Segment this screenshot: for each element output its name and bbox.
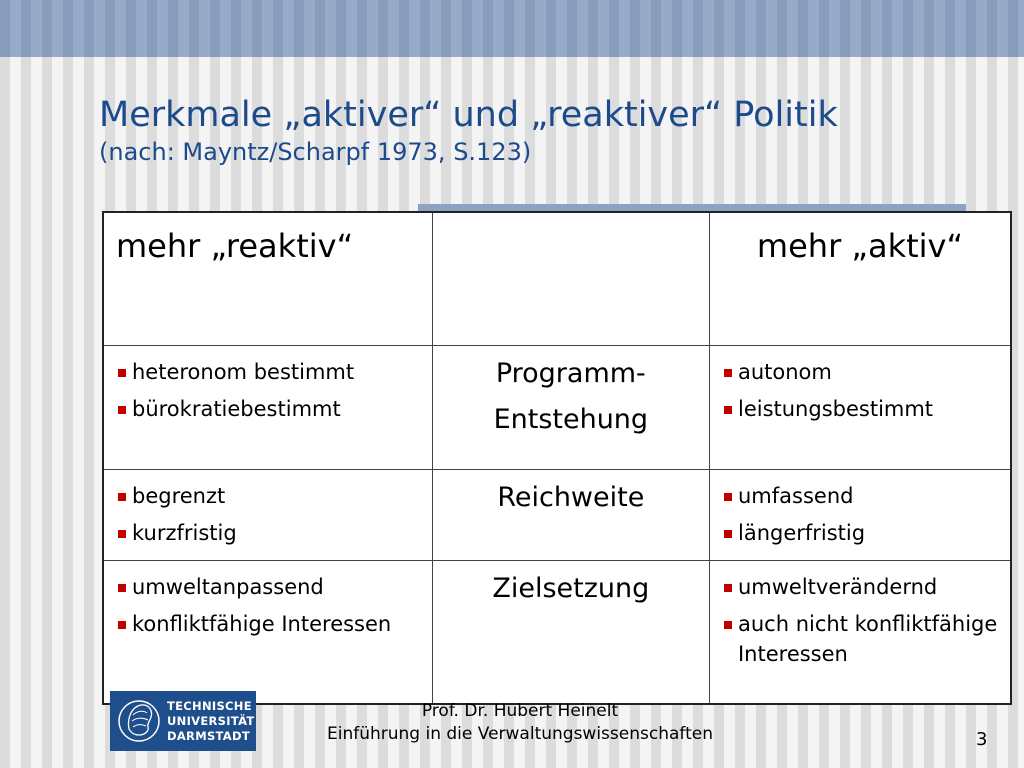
list-item: leistungsbestimmt — [722, 394, 1005, 424]
list-item: heteronom bestimmt — [116, 357, 427, 387]
list-item: autonom — [722, 357, 1005, 387]
cell-criterion — [432, 561, 709, 705]
list-item: kurzfristig — [116, 518, 427, 548]
footer-author: Prof. Dr. Hubert Heinelt — [421, 701, 619, 721]
logo-line: DARMSTADT — [167, 728, 250, 743]
slide-subtitle: (nach: Mayntz/Scharpf 1973, S.123) — [99, 138, 532, 166]
cell-aktiv — [709, 470, 1011, 561]
header-empty — [432, 212, 709, 346]
list-item: umfassend — [722, 481, 1005, 511]
footer-course: Einführung in die Verwaltungswissenschaften — [326, 724, 713, 744]
footer — [260, 700, 780, 746]
slide-title: Merkmale „aktiver“ und „reaktiver“ Politik — [99, 95, 838, 135]
cell-criterion — [432, 346, 709, 470]
criterion-label: Programm- — [495, 358, 646, 389]
cell-reaktiv — [103, 561, 432, 705]
cell-aktiv — [709, 346, 1011, 470]
list-item: begrenzt — [116, 481, 427, 511]
table-row — [103, 561, 1011, 705]
list-item: umweltanpassend — [116, 572, 427, 602]
table-row — [103, 346, 1011, 470]
comparison-table — [102, 211, 1012, 705]
page-number: 3 — [976, 729, 988, 750]
athena-head-icon — [117, 695, 161, 747]
list-item: bürokratiebestimmt — [116, 394, 427, 424]
top-decorative-band — [0, 0, 1024, 57]
table-header-row — [103, 212, 1011, 346]
cell-reaktiv — [103, 346, 432, 470]
university-logo — [110, 691, 256, 751]
list-item: längerfristig — [722, 518, 1005, 548]
logo-line: UNIVERSITÄT — [167, 713, 255, 728]
cell-reaktiv — [103, 470, 432, 561]
table-row — [103, 470, 1011, 561]
criterion-label: Zielsetzung — [492, 573, 650, 604]
header-reaktiv: mehr „reaktiv“ — [103, 212, 432, 346]
cell-criterion — [432, 470, 709, 561]
cell-aktiv — [709, 561, 1011, 705]
list-item: konfliktfähige Interessen — [116, 609, 427, 639]
title-block — [99, 93, 838, 167]
logo-line: TECHNISCHE — [167, 698, 252, 713]
header-aktiv: mehr „aktiv“ — [709, 212, 1011, 346]
list-item: auch nicht konfliktfähige Interessen — [722, 609, 1005, 669]
logo-text — [167, 699, 255, 744]
criterion-label: Entstehung — [493, 404, 649, 435]
list-item: umweltverändernd — [722, 572, 1005, 602]
criterion-label: Reichweite — [497, 482, 645, 513]
